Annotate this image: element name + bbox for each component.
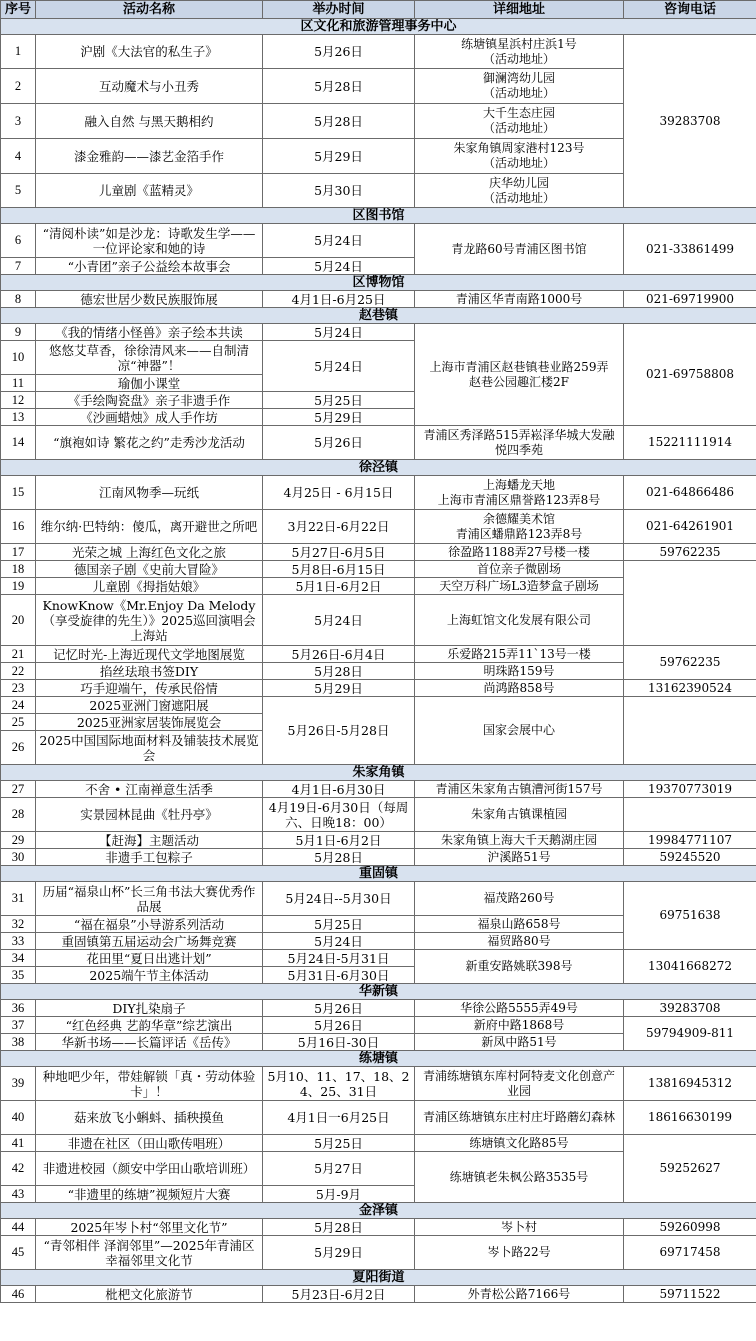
table-row (1, 680, 756, 697)
cell-phone (624, 697, 756, 765)
cell-activity-name: 光荣之城 上海红色文化之旅 (36, 544, 263, 561)
cell-time: 5月29日 (263, 1236, 415, 1270)
cell-address: 尚鸿路858号 (415, 680, 624, 697)
cell-address: 练塘镇星浜村庄浜1号 （活动地址） (415, 35, 624, 69)
cell-activity-name: “非遗里的练塘”视频短片大赛 (36, 1186, 263, 1203)
cell-activity-name: 悠悠艾草香，徐徐清风来——自制清凉“神器”！ (36, 341, 263, 375)
section-header-row (1, 460, 756, 476)
cell-activity-name: “红色经典 艺韵华章”综艺演出 (36, 1017, 263, 1034)
cell-activity-name: 维尔纳·巴特纳：傻瓜，离开避世之所吧 (36, 510, 263, 544)
cell-activity-name: 巧手迎端午，传承民俗情 (36, 680, 263, 697)
cell-activity-name: 漆金雅韵——漆艺金箔手作 (36, 139, 263, 174)
cell-address: 上海蟠龙天地 上海市青浦区鼎誉路123弄8号 (415, 476, 624, 510)
cell-activity-name: “青邻相伴 泽润邻里”—2025年青浦区幸福邻里文化节 (36, 1236, 263, 1270)
cell-address: 福泉山路658号 (415, 916, 624, 933)
section-header-row (1, 1051, 756, 1067)
cell-address: 明珠路159号 (415, 663, 624, 680)
table-row (1, 781, 756, 798)
table-row (1, 697, 756, 714)
table-row (1, 849, 756, 866)
cell-activity-name: 儿童剧《拇指姑娘》 (36, 578, 263, 595)
cell-no: 12 (1, 392, 36, 409)
cell-address: 沪溪路51号 (415, 849, 624, 866)
cell-no: 11 (1, 375, 36, 392)
cell-time: 5月28日 (263, 1219, 415, 1236)
section-title: 练塘镇 (1, 1051, 756, 1067)
table-row (1, 426, 756, 460)
cell-address: 御澜湾幼儿园 （活动地址） (415, 69, 624, 104)
cell-activity-name: 儿童剧《蓝精灵》 (36, 174, 263, 208)
section-header-row (1, 765, 756, 781)
cell-time: 5月27日 (263, 1152, 415, 1186)
header-name: 活动名称 (36, 1, 263, 19)
cell-no: 40 (1, 1101, 36, 1135)
table-row (1, 1286, 756, 1303)
cell-time: 5月24日 (263, 258, 415, 275)
cell-phone: 39283708 (624, 35, 756, 208)
section-title: 朱家角镇 (1, 765, 756, 781)
table-row (1, 35, 756, 69)
cell-no: 35 (1, 967, 36, 984)
cell-phone: 59762235 (624, 544, 756, 561)
cell-no: 33 (1, 933, 36, 950)
cell-activity-name: 2025端午节主体活动 (36, 967, 263, 984)
cell-address: 青浦区朱家角古镇漕河街157号 (415, 781, 624, 798)
table-row (1, 646, 756, 663)
cell-time: 5月24日--5月30日 (263, 882, 415, 916)
cell-phone: 59711522 (624, 1286, 756, 1303)
table-body (1, 19, 756, 1303)
cell-time: 5月28日 (263, 69, 415, 104)
cell-time: 5月24日 (263, 224, 415, 258)
cell-time: 5月26日 (263, 1017, 415, 1034)
cell-phone (624, 798, 756, 832)
cell-activity-name: “旗袍如诗 繁花之约”走秀沙龙活动 (36, 426, 263, 460)
section-title: 重固镇 (1, 866, 756, 882)
table-row (1, 291, 756, 308)
cell-address: 乐爱路215弄11`13号一楼 (415, 646, 624, 663)
cell-activity-name: 菇来放飞小蝌蚪、插秧摸鱼 (36, 1101, 263, 1135)
cell-address: 徐盈路1188弄27号楼一楼 (415, 544, 624, 561)
cell-phone: 021-64261901 (624, 510, 756, 544)
cell-activity-name: 《我的情绪小怪兽》亲子绘本共读 (36, 324, 263, 341)
cell-address: 岑卜路22号 (415, 1236, 624, 1270)
table-row (1, 324, 756, 341)
cell-address: 青龙路60号青浦区图书馆 (415, 224, 624, 275)
cell-address: 新重安路姚联398号 (415, 950, 624, 984)
cell-address: 大千生态庄园 （活动地址） (415, 104, 624, 139)
cell-address: 福贸路80号 (415, 933, 624, 950)
section-title: 华新镇 (1, 984, 756, 1000)
cell-activity-name: 2025中国国际地面材料及铺装技术展览会 (36, 731, 263, 765)
section-title: 区博物馆 (1, 275, 756, 291)
cell-time: 3月22日-6月22日 (263, 510, 415, 544)
cell-activity-name: 实景园林昆曲《牡丹亭》 (36, 798, 263, 832)
cell-activity-name: “福在福泉”小导游系列活动 (36, 916, 263, 933)
cell-no: 39 (1, 1067, 36, 1101)
cell-address: 上海虹馆文化发展有限公司 (415, 595, 624, 646)
cell-phone: 021-33861499 (624, 224, 756, 275)
cell-time: 4月25日 - 6月15日 (263, 476, 415, 510)
cell-time: 4月19日-6月30日（每周六、日晚18：00） (263, 798, 415, 832)
cell-time: 5月24日 (263, 324, 415, 341)
cell-no: 46 (1, 1286, 36, 1303)
cell-time: 5月31日-6月30日 (263, 967, 415, 984)
cell-no: 9 (1, 324, 36, 341)
cell-activity-name: 《沙画蜡烛》成人手作坊 (36, 409, 263, 426)
section-title: 区文化和旅游管理事务中心 (1, 19, 756, 35)
cell-no: 44 (1, 1219, 36, 1236)
section-header-row (1, 208, 756, 224)
cell-address: 余德耀美术馆 青浦区蟠鼎路123弄8号 (415, 510, 624, 544)
cell-activity-name: 掐丝珐琅书签DIY (36, 663, 263, 680)
cell-time: 5月23日-6月2日 (263, 1286, 415, 1303)
cell-address: 庆华幼儿园 （活动地址） (415, 174, 624, 208)
cell-no: 24 (1, 697, 36, 714)
cell-no: 1 (1, 35, 36, 69)
cell-address: 华徐公路5555弄49号 (415, 1000, 624, 1017)
cell-time: 5月24日 (263, 341, 415, 392)
cell-no: 3 (1, 104, 36, 139)
cell-time: 5月27日-6月5日 (263, 544, 415, 561)
table-row (1, 832, 756, 849)
cell-activity-name: 融入自然 与黑天鹅相约 (36, 104, 263, 139)
cell-phone: 59762235 (624, 646, 756, 680)
cell-time: 4月1日-6月30日 (263, 781, 415, 798)
cell-activity-name: 不舍 • 江南禅意生活季 (36, 781, 263, 798)
cell-phone: 19370773019 (624, 781, 756, 798)
cell-no: 23 (1, 680, 36, 697)
cell-no: 25 (1, 714, 36, 731)
cell-activity-name: 德国亲子剧《史前大冒险》 (36, 561, 263, 578)
table-row (1, 950, 756, 967)
cell-time: 5月24日 (263, 595, 415, 646)
cell-time: 5月28日 (263, 849, 415, 866)
cell-activity-name: 花田里“夏日出逃计划” (36, 950, 263, 967)
cell-time: 5月29日 (263, 139, 415, 174)
cell-time: 4月1日一6月25日 (263, 1101, 415, 1135)
table-row (1, 1236, 756, 1270)
header-time: 举办时间 (263, 1, 415, 19)
section-header-row (1, 984, 756, 1000)
cell-address: 朱家角古镇课植园 (415, 798, 624, 832)
cell-time: 5月26日-6月4日 (263, 646, 415, 663)
cell-phone: 39283708 (624, 1000, 756, 1017)
cell-address: 外青松公路7166号 (415, 1286, 624, 1303)
cell-activity-name: 重固镇第五届运动会广场舞竞赛 (36, 933, 263, 950)
cell-activity-name: 沪剧《大法官的私生子》 (36, 35, 263, 69)
cell-time: 5月28日 (263, 104, 415, 139)
cell-no: 7 (1, 258, 36, 275)
cell-time: 5月25日 (263, 1135, 415, 1152)
cell-address: 新府中路1868号 (415, 1017, 624, 1034)
cell-activity-name: 非遗在社区（田山歌传唱班） (36, 1135, 263, 1152)
cell-no: 5 (1, 174, 36, 208)
cell-phone: 19984771107 (624, 832, 756, 849)
cell-no: 15 (1, 476, 36, 510)
cell-no: 26 (1, 731, 36, 765)
cell-activity-name: 2025亚洲家居装饰展览会 (36, 714, 263, 731)
cell-address: 青浦区华青南路1000号 (415, 291, 624, 308)
section-header-row (1, 1203, 756, 1219)
cell-time: 5月26日 (263, 426, 415, 460)
cell-no: 6 (1, 224, 36, 258)
section-title: 赵巷镇 (1, 308, 756, 324)
cell-address: 国家会展中心 (415, 697, 624, 765)
cell-activity-name: 【赶海】主题活动 (36, 832, 263, 849)
cell-time: 5月28日 (263, 663, 415, 680)
cell-activity-name: 非遗进校园（颜安中学田山歌培训班） (36, 1152, 263, 1186)
table-header-row (1, 1, 756, 19)
cell-no: 37 (1, 1017, 36, 1034)
header-phone: 咨询电话 (624, 1, 756, 19)
table-row (1, 561, 756, 578)
cell-no: 31 (1, 882, 36, 916)
cell-phone: 13162390524 (624, 680, 756, 697)
table-row (1, 224, 756, 258)
cell-address: 青浦区秀泽路515弄崧泽华城大发融悦四季苑 (415, 426, 624, 460)
cell-no: 36 (1, 1000, 36, 1017)
cell-no: 45 (1, 1236, 36, 1270)
cell-activity-name: KnowKnow《Mr.Enjoy Da Melody（享受旋律的先生）》2025巡回演唱会上海站 (36, 595, 263, 646)
cell-no: 27 (1, 781, 36, 798)
cell-activity-name: 互动魔术与小丑秀 (36, 69, 263, 104)
cell-activity-name: 历届“福泉山杯”长三角书法大赛优秀作品展 (36, 882, 263, 916)
cell-no: 28 (1, 798, 36, 832)
cell-time: 5月25日 (263, 916, 415, 933)
cell-time: 5月29日 (263, 680, 415, 697)
cell-address: 新凤中路51号 (415, 1034, 624, 1051)
cell-time: 5月29日 (263, 409, 415, 426)
cell-time: 5月26日-5月28日 (263, 697, 415, 765)
cell-activity-name: “清阅朴读”如是沙龙：诗歌发生学——一位评论家和她的诗 (36, 224, 263, 258)
cell-activity-name: 2025年岑卜村“邻里文化节” (36, 1219, 263, 1236)
table-row (1, 544, 756, 561)
cell-time: 5月24日 (263, 933, 415, 950)
cell-activity-name: DIY扎染扇子 (36, 1000, 263, 1017)
cell-no: 13 (1, 409, 36, 426)
cell-no: 4 (1, 139, 36, 174)
cell-phone: 13041668272 (624, 950, 756, 984)
cell-time: 5月1日-6月2日 (263, 832, 415, 849)
cell-phone: 021-69719900 (624, 291, 756, 308)
cell-no: 19 (1, 578, 36, 595)
cell-activity-name: 瑜伽小课堂 (36, 375, 263, 392)
table-row (1, 1135, 756, 1152)
section-header-row (1, 308, 756, 324)
section-title: 区图书馆 (1, 208, 756, 224)
cell-activity-name: 江南风物季—玩纸 (36, 476, 263, 510)
cell-activity-name: “小青团”亲子公益绘本故事会 (36, 258, 263, 275)
cell-phone: 59245520 (624, 849, 756, 866)
cell-no: 8 (1, 291, 36, 308)
header-address: 详细地址 (415, 1, 624, 19)
cell-time: 5月16日-30日 (263, 1034, 415, 1051)
section-header-row (1, 1270, 756, 1286)
cell-activity-name: 记忆时光-上海近现代文学地图展览 (36, 646, 263, 663)
cell-phone: 69751638 (624, 882, 756, 950)
cell-no: 42 (1, 1152, 36, 1186)
cell-phone: 021-64866486 (624, 476, 756, 510)
table-row (1, 1067, 756, 1101)
section-header-row (1, 866, 756, 882)
cell-time: 5月26日 (263, 1000, 415, 1017)
cell-address: 练塘镇老朱枫公路3535号 (415, 1152, 624, 1203)
section-title: 徐泾镇 (1, 460, 756, 476)
cell-address: 朱家角镇周家港村123号 （活动地址） (415, 139, 624, 174)
cell-phone: 15221111914 (624, 426, 756, 460)
cell-time: 5月26日 (263, 35, 415, 69)
cell-activity-name: 《手绘陶瓷盘》亲子非遗手作 (36, 392, 263, 409)
cell-no: 41 (1, 1135, 36, 1152)
cell-no: 38 (1, 1034, 36, 1051)
table-row (1, 798, 756, 832)
cell-address: 朱家角镇上海大千天鹅湖庄园 (415, 832, 624, 849)
cell-address: 天空万科广场L3造梦盒子剧场 (415, 578, 624, 595)
cell-phone: 18616630199 (624, 1101, 756, 1135)
cell-phone: 021-69758808 (624, 324, 756, 426)
cell-phone: 69717458 (624, 1236, 756, 1270)
cell-address: 福茂路260号 (415, 882, 624, 916)
cell-time: 5月-9月 (263, 1186, 415, 1203)
cell-phone: 59794909-811 (624, 1017, 756, 1051)
cell-phone (624, 561, 756, 646)
cell-phone: 59252627 (624, 1135, 756, 1203)
section-title: 金泽镇 (1, 1203, 756, 1219)
table-row (1, 510, 756, 544)
cell-phone: 13816945312 (624, 1067, 756, 1101)
cell-activity-name: 华新书场——长篇评话《岳传》 (36, 1034, 263, 1051)
cell-time: 5月30日 (263, 174, 415, 208)
cell-phone: 59260998 (624, 1219, 756, 1236)
section-title: 夏阳街道 (1, 1270, 756, 1286)
cell-time: 4月1日-6月25日 (263, 291, 415, 308)
cell-no: 2 (1, 69, 36, 104)
cell-time: 5月1日-6月2日 (263, 578, 415, 595)
cell-no: 34 (1, 950, 36, 967)
cell-time: 5月25日 (263, 392, 415, 409)
cell-no: 21 (1, 646, 36, 663)
table-row (1, 1017, 756, 1034)
cell-activity-name: 德宏世居少数民族服饰展 (36, 291, 263, 308)
cell-activity-name: 枇杷文化旅游节 (36, 1286, 263, 1303)
table-row (1, 1219, 756, 1236)
table-row (1, 1101, 756, 1135)
cell-no: 20 (1, 595, 36, 646)
cell-no: 32 (1, 916, 36, 933)
cell-time: 5月8日-6月15日 (263, 561, 415, 578)
cell-no: 14 (1, 426, 36, 460)
cell-activity-name: 2025亚洲门窗遮阳展 (36, 697, 263, 714)
cell-time: 5月24日-5月31日 (263, 950, 415, 967)
cell-no: 10 (1, 341, 36, 375)
table-row (1, 882, 756, 916)
table-row (1, 476, 756, 510)
header-no: 序号 (1, 1, 36, 19)
cell-address: 首位亲子微剧场 (415, 561, 624, 578)
cell-no: 17 (1, 544, 36, 561)
cell-no: 16 (1, 510, 36, 544)
cell-activity-name: 非遗手工包粽子 (36, 849, 263, 866)
cell-address: 岑卜村 (415, 1219, 624, 1236)
cell-no: 18 (1, 561, 36, 578)
table-row (1, 1000, 756, 1017)
cell-no: 30 (1, 849, 36, 866)
cell-activity-name: 种地吧少年，带娃解锁「真・劳动体验卡」！ (36, 1067, 263, 1101)
cell-address: 青浦练塘镇东库村阿特麦文化创意产业园 (415, 1067, 624, 1101)
section-header-row (1, 275, 756, 291)
cell-address: 练塘镇文化路85号 (415, 1135, 624, 1152)
cell-address: 上海市青浦区赵巷镇巷业路259弄 赵巷公园趣汇楼2F (415, 324, 624, 426)
section-header-row (1, 19, 756, 35)
cell-no: 22 (1, 663, 36, 680)
cell-no: 29 (1, 832, 36, 849)
cell-address: 青浦区练塘镇东庄村庄圩路蘑幻森林 (415, 1101, 624, 1135)
cell-time: 5月10、11、17、18、24、25、31日 (263, 1067, 415, 1101)
cell-no: 43 (1, 1186, 36, 1203)
